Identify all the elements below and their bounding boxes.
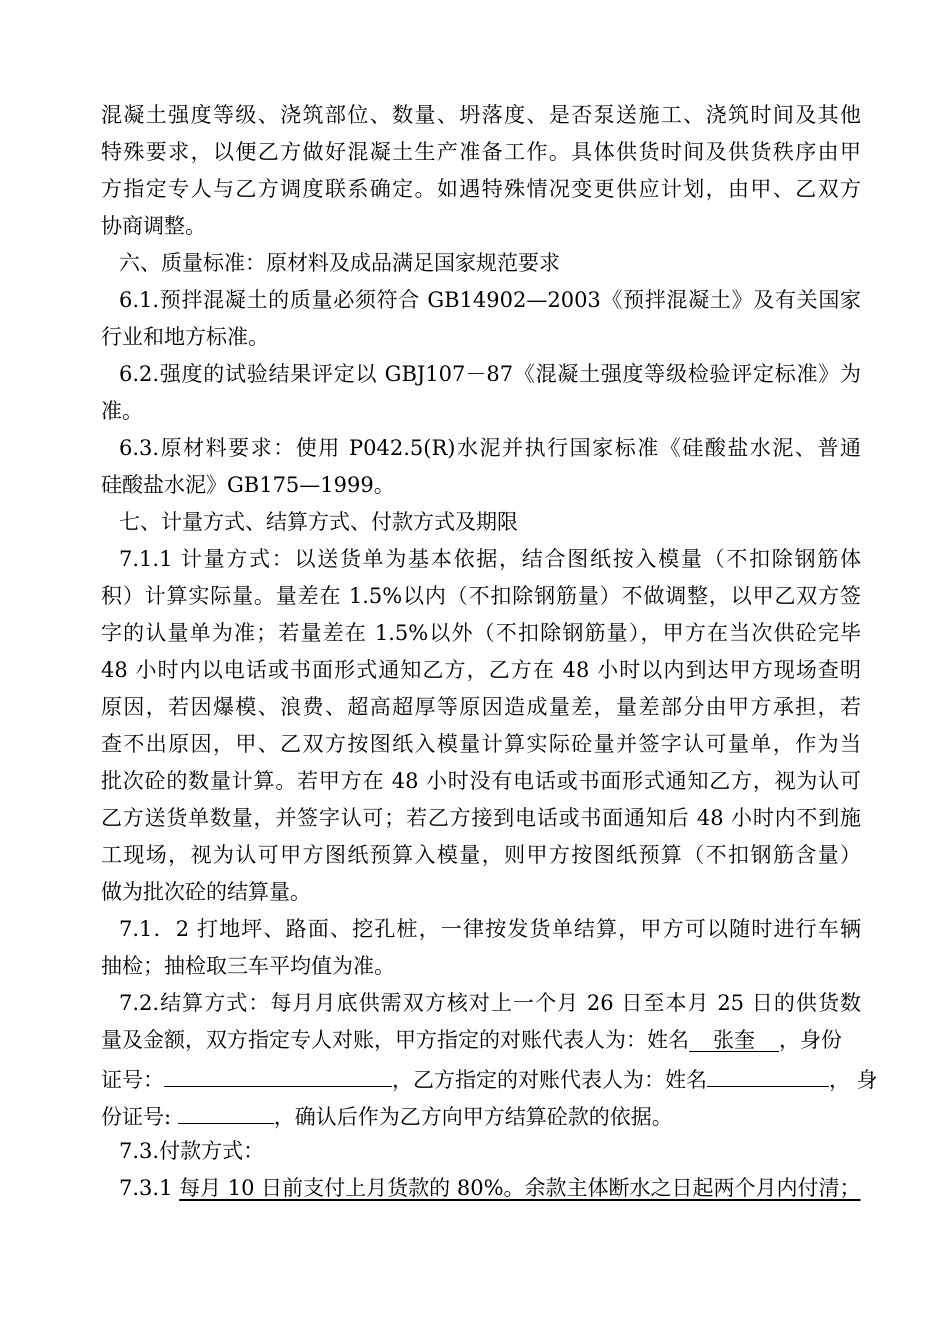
- text-line: 批次砼的数量计算。若甲方在 48 小时没有电话或书面形式通知乙方，视为认可: [101, 769, 861, 793]
- text-segment: ，乙方指定的对账代表人为：姓名: [392, 1068, 707, 1092]
- text-line: 混凝土强度等级、浇筑部位、数量、坍落度、是否泵送施工、浇筑时间及其他: [101, 103, 861, 127]
- text-line: 原因，若因爆模、浪费、超高超厚等原因造成量差，量差部分由甲方承担，若: [101, 695, 861, 719]
- text-segment: ，确认后作为乙方向甲方结算砼款的依据。: [273, 1105, 673, 1129]
- text-line: 7.1．2 打地坪、路面、挖孔桩，一律按发货单结算，甲方可以随时进行车辆: [119, 917, 861, 941]
- text-line: 方指定专人与乙方调度联系确定。如遇特殊情况变更供应计划，由甲、乙双方: [101, 177, 861, 201]
- id-number-field-party-b[interactable]: [178, 1097, 274, 1124]
- text-line: 积）计算实际量。量差在 1.5%以内（不扣除钢筋量）不做调整，以甲乙双方签: [101, 584, 861, 608]
- text-line: 字的认量单为准；若量差在 1.5%以外（不扣除钢筋量），甲方在当次供砼完毕: [101, 621, 861, 645]
- text-line: 行业和地方标准。: [101, 325, 269, 349]
- text-segment: ，身份: [779, 1028, 842, 1052]
- text-line: 6.1.预拌混凝土的质量必须符合 GB14902—2003《预拌混凝土》及有关国家: [119, 288, 861, 312]
- text-line: 7.3.付款方式：: [119, 1139, 265, 1163]
- text-line: 48 小时内以电话或书面形式通知乙方，乙方在 48 小时以内到达甲方现场查明: [101, 658, 861, 682]
- text-line: 查不出原因，甲、乙双方按图纸入模量计算实际砼量并签字认可量单，作为当: [101, 732, 861, 756]
- section-heading: 六、质量标准：原材料及成品满足国家规范要求: [119, 251, 560, 275]
- text-line: 特殊要求，以便乙方做好混凝土生产准备工作。具体供货时间及供货秩序由甲: [101, 140, 861, 164]
- name-field-party-a[interactable]: 张奎: [689, 1025, 779, 1052]
- text-line: 乙方送货单数量，并签字认可；若乙方接到电话或书面通知后 48 小时内不到施: [101, 806, 861, 830]
- text-line: 做为批次砼的结算量。: [101, 880, 311, 904]
- text-line-id: [101, 1060, 878, 1094]
- text-line: 抽检；抽检取三车平均值为准。: [101, 954, 395, 978]
- text-line: 准。: [101, 399, 143, 423]
- text-line: 协商调整。: [101, 214, 206, 238]
- text-segment: 7.3.1: [119, 1176, 180, 1200]
- id-number-field-party-a[interactable]: [164, 1060, 392, 1087]
- text-segment: 份证号:: [101, 1105, 178, 1129]
- text-line-id-b: [101, 1097, 861, 1131]
- text-line-payment: [119, 1171, 861, 1205]
- text-segment: 证号：: [101, 1068, 164, 1092]
- text-line-reconciler: [101, 1023, 861, 1057]
- text-line: 7.1.1 计量方式：以送货单为基本依据，结合图纸按入模量（不扣除钢筋体: [119, 547, 861, 571]
- name-field-party-b[interactable]: [707, 1060, 829, 1087]
- text-line: 硅酸盐水泥》GB175—1999。: [101, 473, 395, 497]
- text-line: 工现场，视为认可甲方图纸预算入模量，则甲方按图纸预算（不扣钢筋含量）: [101, 843, 861, 867]
- text-line: 6.2.强度的试验结果评定以 GBJ107－87《混凝土强度等级检验评定标准》为: [119, 362, 861, 386]
- section-heading: 七、计量方式、结算方式、付款方式及期限: [119, 510, 518, 534]
- text-line: 6.3.原材料要求：使用 P042.5(R)水泥并执行国家标准《硅酸盐水泥、普通: [119, 436, 861, 460]
- payment-terms-underlined: 每月 10 日前支付上月货款的 80%。余款主体断水之日起两个月内付清；: [179, 1176, 861, 1200]
- text-segment: ， 身: [829, 1068, 878, 1092]
- text-segment: 量及金额，双方指定专人对账，甲方指定的对账代表人为：姓名: [101, 1028, 689, 1052]
- text-line: 7.2.结算方式：每月月底供需双方核对上一个月 26 日至本月 25 日的供货数: [119, 991, 861, 1015]
